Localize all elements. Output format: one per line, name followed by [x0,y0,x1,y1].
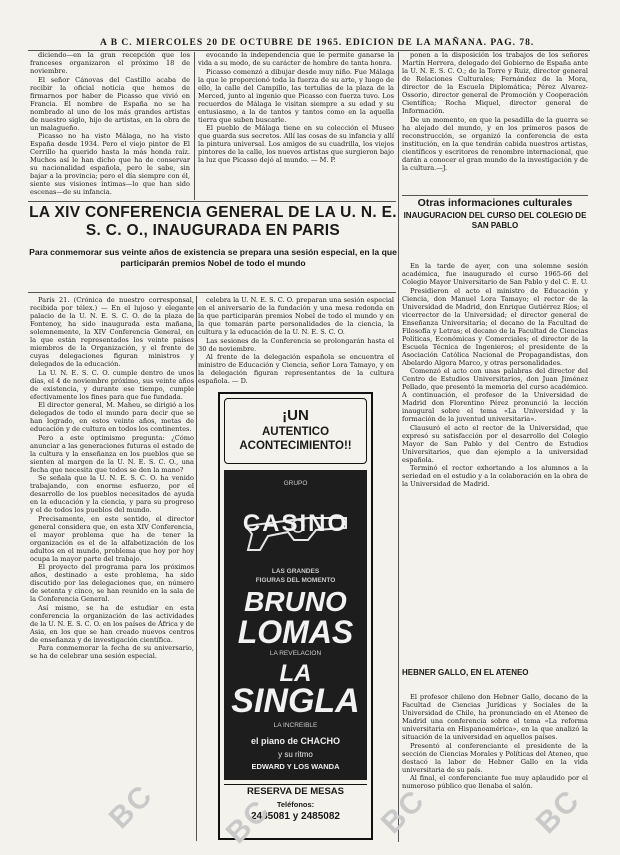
paragraph: Al final, el conferenciante fue muy aplaudido por el numeroso público que llenaba el salón. [402,774,588,790]
paragraph: Al frente de la delegación española se encuentra el ministro de Educación y Ciencia, señor Lora Tamayo, y en la delegación figuran representantes de la cultura española. — D. [198,353,394,385]
ad-music: y su ritmo [278,750,313,759]
column-top-right [402,51,588,194]
column-rule [194,52,195,200]
ad-tagline-2: LA INCREIBLE [273,722,318,729]
ad-reserve-label: RESERVA DE MESAS [224,784,367,799]
paragraph: El proyecto del programa para los próximos años, destinado a este problema, ha sido discutido por las delegaciones que, en número de setenta y cinco, se han reunido en la sala de la Conferencia General. [30,563,194,603]
column-article-left [30,296,194,836]
paragraph: Así mismo, se ha de estudiar en esta conferencia la organización de las actividades de la U. N. E. S. C. O. en los países de África y de Asia, en los que se han creado nuevos centros de enseñanza y de investigación científica. [30,603,194,644]
paragraph: Comenzó el acto con unas palabras del director del Centro de Estudios Universitarios, don Juan Jiménez Pellado, que presentó la memoria del curso académico. A continuación, el profesor de la Universidad de Madrid don Florentino Pérez pronunció la lección inaugural sobre el tema «La Universidad y la formación de la juventud universitaria». [402,367,588,423]
ad-artist-2-prefix: LA [279,660,312,687]
column-rule [398,52,399,842]
watermark: BC [374,783,432,841]
watermark: BC [102,778,160,836]
paragraph: París 21. (Crónica de nuestro corresponsal, recibida por télex.) — En el lujoso y elegante palacio de la U. N. E. S. C. O. de la plaza de Fontenoy, ha sido inaugurada esta mañana, solemnemente, la XIV Conferencia General, en la que están representados los veinte países miembros de la Organización, y el frente de cuyas delegaciones figuran ministros y delegados de la educación. [30,296,194,368]
column-top-middle [198,51,394,200]
ad-artist-2-name: SINGLA [231,682,360,720]
ad-venue: GRUPO [283,480,308,487]
column-article-middle [198,296,394,385]
paragraph: ponen a la disposición los trabajos de los señores Martín Herrera, delegado del Gobierno de España ante la U. N. E. S. C. O.; de la Torre y Ruiz, director general de Relaciones Culturales; Fernández de la Mora, director de la Escuela Diplomática; Pérez Alvarez-Ossorio, director general de Promoción y Cooperación Científica; Rocha Miquel, director general de Información. [402,51,588,115]
ad-show-panel [224,470,367,780]
subhead-rule [28,292,396,293]
ad-banner [224,398,367,464]
paragraph: El pueblo de Málaga tiene en su colección el Museo que guarda sus secretos. Allí las cosas de su infancia y allí la pintura universal. Los amigos de su cuadrilla, los viejos pintores de la calle, los nuevos artistas que surgieron bajo la luz que Picasso dejó al mundo. — M. P. [198,124,394,164]
ad-phone-numbers: 2485081 y 2485082 [251,811,340,822]
paragraph: De un momento, en que la pesadilla de la guerra se ha alejado del mundo, y en los primeros pasos de reconstrucción, se organizó la conferencia de esta institución, en la que tendrán cabida nuestros artistas, científicos y escritores de renombre internacional, que darán a conocer el gran mundo de la investigación y de la cultura.—J. [402,115,588,172]
ad-artist-first-name: BRUNO [244,586,347,617]
main-subheadline: Para conmemorar sus veinte años de existencia se prepara una sesión especial, en la que participarán premios Nobel de todo el mundo [29,247,397,268]
paragraph: El señor Cánovas del Castillo acaba de recibir la oficial noticia que hemos de firmarnos por haber de Picasso que vivió en Francia. El nombre de España no se ha nombrado al uno de los más grandes artistas de nuestro siglo, hijo de artistas, en la obra de un malagueño. [30,75,190,132]
ad-phones-label: Teléfonos: [276,800,315,809]
page-header: A B C. MIERCOLES 20 DE OCTUBRE DE 1965. EDICION DE LA MAÑANA. PAG. 78. [100,38,535,48]
ad-headline-2: AUTENTICO [261,426,330,438]
ad-promo-2: FIGURAS DEL MOMENTO [255,577,336,584]
watermark: BC [219,793,277,851]
paragraph: Presidieron el acto el ministro de Educación y Ciencia, don Manuel Lora Tamayo; el rector de la Universidad de Madrid, don Enrique Gutiérrez Ríos; el vicerrector de la Universidad; el director general de Enseñanza Universitaria; el decano de la Facultad de Filosofía y Letras; el decano de la Facultad de Ciencias Políticas, Económicas y Comerciales; el director de la Escuela Técnica de Ingenieros; el presidente de la Asociación Católica Nacional de Propagandistas, don Abelardo Algora Marco, y otras personalidades. [402,286,588,367]
advertisement [218,392,373,840]
column-top-left [30,51,190,200]
ad-pianist: el piano de CHACHO [250,736,340,746]
paragraph: Pero a este optimismo pregunta: ¿Cómo anunciar a las generaciones futuras el estado de la cultura y la enseñanza en los pueblos que se sienten al margen de la U. N. E. S. C. O., una fecha que necesita que todos se den la mano? [30,433,194,474]
paragraph: Terminó el rector exhortando a los alumnos a la seriedad en el estudio y a la colaboración en la obra de la Universidad de Madrid. [402,464,588,488]
paragraph: El director general, M. Maheu, se dirigió a los delegados de todo el mundo para decir que se han logrado, en estos veinte años, metas de educación y de cultura en todos los continentes. [30,401,194,433]
ad-tagline-1: LA REVELACION [269,650,322,657]
paragraph: Para conmemorar la fecha de su aniversario, se ha de celebrar una sesión especial. [30,644,194,660]
paragraph: Picasso no ha visto Málaga, no ha visto España desde 1934. Pero el viejo pintor de El Cerrillo ha querido hasta la más honda raíz. Muchos así le han dicho que ha de conservar su nacionalidad española, pero le sabe, sin bajar a la provincia; pero el día siempre con él, siente sus visiones íntimas—lo que han sido escenas—de su infancia. [30,132,190,196]
ad-artist-last-name: LOMAS [237,614,354,650]
paragraph: Precisamente, en este sentido, el director general considera que, en esta XIV Conferencia, el mayor problema que ha de tener la organización es el de la alfabetización de los adultos en el mundo, problema que hoy por hoy ocupa la mayor parte del trabajo. [30,514,194,563]
paragraph: diciendo—en la gran recepción que los franceses organizaron el próximo 18 de noviembre. [30,51,190,75]
ad-headline-1: ¡UN [282,407,309,424]
paragraph: Presentó al conferenciante el presidente de la sección de Ciencias Morales y Políticas del Ateneo, que destacó la labor de Hebner Gallo en la vida universitaria de su país. [402,741,588,774]
ad-venue-name: CASINO [242,510,349,537]
ad-promo-1: LAS GRANDES [271,568,320,575]
paragraph: evocando la independencia que le permite ganarse la vida a su modo, de su carácter de hombre de tanta honra. [198,51,394,67]
ad-headline-3: ACONTECIMIENTO!! [239,440,352,452]
section-rule [402,195,588,196]
paragraph: Las sesiones de la Conferencia se prolongarán hasta el 30 de noviembre. [198,336,394,353]
paragraph: La U. N. E. S. C. O. cumple dentro de unos días, el 4 de noviembre próximo, sus veinte años de existencia, y durante ese tiempo, cumple efectivamente los fines para que fue fundada. [30,368,194,401]
paragraph: Se señala que la U. N. E. S. C. O. ha venido trabajando, con enorme esfuerzo, por el desarrollo de los pueblos necesitados de ayuda en la educación y la ciencia, y para su progreso y el de todos los pueblos del mundo. [30,474,194,514]
paragraph: El profesor chileno don Hebner Gallo, decano de la Facultad de Ciencias Jurídicas y Sociales de la Universidad de Chile, ha pronunciado en el Ateneo de Madrid una conferencia sobre el tema «La reforma universitaria en Hispanoamérica», en la que analizó la situación de la universidad en aquellos países. [402,693,588,741]
paragraph: En la tarde de ayer, con una solemne sesión académica, fue inaugurado el curso 1965-66 del Colegio Mayor Universitario de San Pablo y del C. E. U. [402,262,588,286]
ad-band: EDWARD Y LOS WANDA [251,762,340,771]
headline-rule [28,201,396,202]
column-right-article [402,262,588,662]
section-title: Otras informaciones culturales [417,197,573,209]
column-rule [196,296,197,841]
paragraph: celebra la U. N. E. S. C. O. preparan una sesión especial en el aniversario de la fundación y una mesa redonda en la que participarán premios Nobel de todo el mundo y en la que tomarán parte personalidades de la ciencia, la cultura y la educación de la U. N. E. S. C. O. [198,296,394,336]
paragraph: Clausuró el acto el rector de la Universidad, que expresó su satisfacción por el desarrollo del Colegio Mayor de San Pablo y del Centro de Estudios Universitarios, que dan ejemplo a la universidad española. [402,423,588,464]
watermark: BC [529,783,587,841]
main-headline: LA XIV CONFERENCIA GENERAL DE LA U. N. E. S. C. O., INAUGURADA EN PARIS [29,204,397,239]
section-subtitle-2: HEBNER GALLO, EN EL ATENEO [402,668,529,677]
section-subtitle: INAUGURACION DEL CURSO DEL COLEGIO DE SAN PABLO [403,211,587,230]
paragraph: Picasso comenzó a dibujar desde muy niño. Fue Málaga la que le proporcionó toda la fuerza de su arte, y luego de ello, la calle del Campillo, las tertulias de la plaza de la Merced, junto al ingenio que Picasso con fuerza tuvo. Los recuerdos de Málaga le visitan siempre a su edad y su entusiasmo, a la de tantos y tantos como en la aquella tierra que suben buscarle. [198,67,394,124]
